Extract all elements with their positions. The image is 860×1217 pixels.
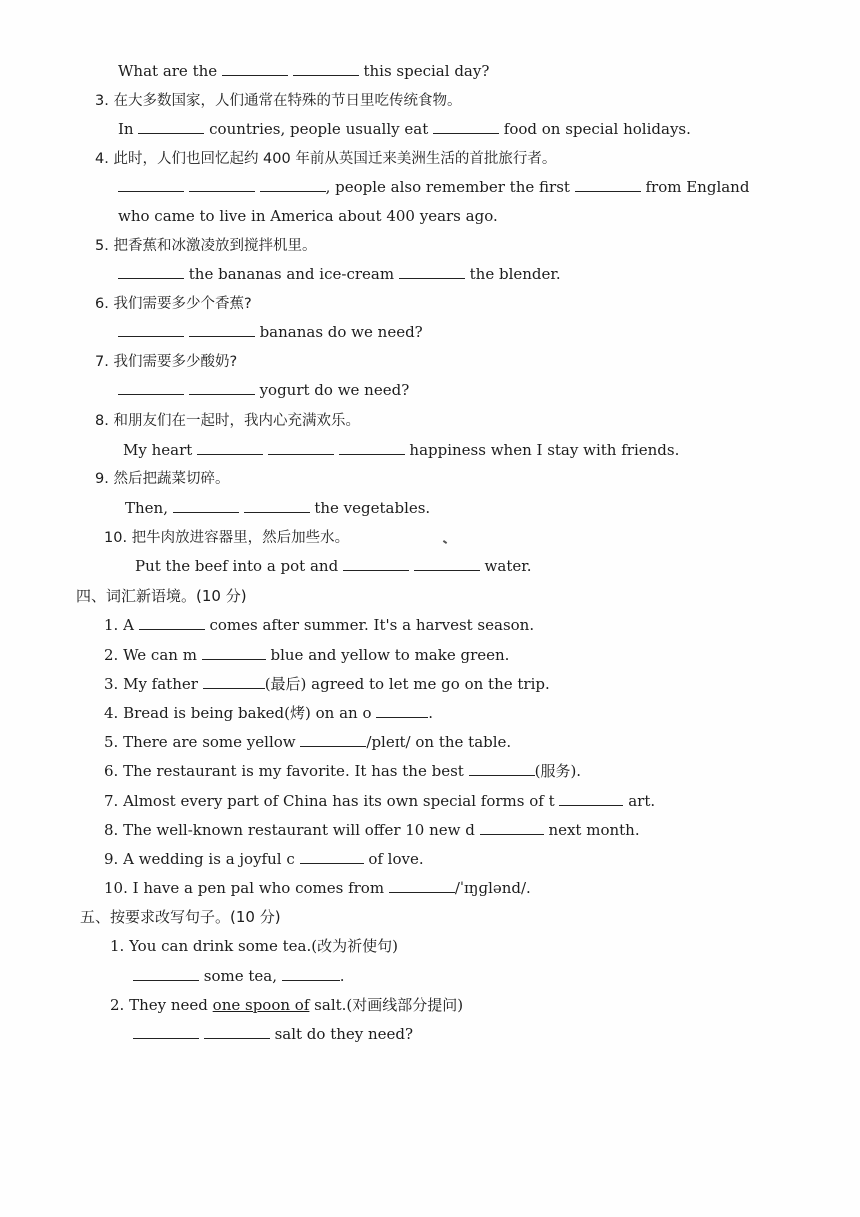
section5-heading: 五、按要求改写句子。(10 分) (80, 908, 281, 926)
blank[interactable] (300, 732, 366, 747)
blank[interactable] (133, 1024, 199, 1039)
s4-text-b: comes after summer. It's a harvest season. (209, 616, 535, 634)
q5-text-b: the blender. (469, 265, 561, 283)
blank[interactable] (414, 556, 480, 571)
s4-text-b: of love. (368, 850, 424, 868)
s5-q2-text-c: salt do they need? (274, 1025, 414, 1043)
q9-chinese: 9. 然后把蔬菜切碎。 (95, 471, 230, 487)
blank[interactable] (376, 703, 428, 718)
s4-text-b: next month. (548, 821, 640, 839)
q9-english (125, 498, 430, 518)
blank[interactable] (575, 177, 641, 192)
blank[interactable] (260, 177, 326, 192)
blank[interactable] (222, 61, 288, 76)
q9-text-a: Then, (125, 499, 168, 517)
q4-english-2: who came to live in America about 400 years ago. (118, 207, 498, 225)
s5-q2-text-a: 2. They need (110, 996, 208, 1014)
s4-item-8 (104, 820, 640, 840)
blank[interactable] (118, 322, 184, 337)
s5-q1: 1. You can drink some tea.(改为祈使句) (110, 937, 398, 955)
q4-text-b: from England (645, 178, 750, 196)
blank[interactable] (244, 498, 310, 513)
s4-text-a: 10. I have a pen pal who comes from (104, 879, 385, 897)
s4-text-b: blue and yellow to make green. (270, 646, 510, 664)
s4-text-a: 5. There are some yellow (104, 733, 296, 751)
q4-english-1 (118, 177, 749, 197)
blank[interactable] (339, 440, 405, 455)
q8-text-b: happiness when I stay with friends. (409, 441, 680, 459)
s4-text-b: (服务). (534, 762, 582, 780)
s4-item-6 (104, 761, 581, 781)
s4-text-a: 9. A wedding is a joyful c (104, 850, 295, 868)
q8-text-a: My heart (123, 441, 193, 459)
s4-text-b: /pleɪt/ on the table. (366, 733, 512, 751)
blank[interactable] (559, 791, 623, 806)
blank[interactable] (204, 1024, 270, 1039)
q10-chinese: 10. 把牛肉放进容器里，然后加些水。 (104, 530, 350, 546)
blank[interactable] (197, 440, 263, 455)
s4-text-a: 1. A (104, 616, 134, 634)
blank[interactable] (133, 966, 199, 981)
s4-item-3 (104, 674, 550, 694)
s4-item-9 (104, 849, 424, 869)
s4-text-a: 3. My father (104, 675, 198, 693)
q10-text-b: water. (484, 557, 532, 575)
s5-q2-answer (133, 1024, 413, 1044)
s5-q2-text-b: salt.(对画线部分提问) (314, 996, 464, 1014)
q3-text-a: In (118, 120, 134, 138)
blank[interactable] (469, 761, 535, 776)
q3-english (118, 119, 691, 139)
q5-english (118, 264, 561, 284)
s4-text-a: 8. The well-known restaurant will offer 10 new d (104, 821, 475, 839)
blank[interactable] (189, 177, 255, 192)
s4-text-a: 7. Almost every part of China has its own special forms of t (104, 792, 555, 810)
q6-text: bananas do we need? (259, 323, 423, 341)
q2-text-a: What are the (118, 62, 218, 80)
q8-chinese: 8. 和朋友们在一起时，我内心充满欢乐。 (95, 413, 360, 429)
q3-text-c: food on special holidays. (503, 120, 691, 138)
blank[interactable] (343, 556, 409, 571)
q8-english (123, 440, 679, 460)
blank[interactable] (189, 322, 255, 337)
blank[interactable] (118, 177, 184, 192)
s4-item-1 (104, 615, 534, 635)
s4-text-b: /ˈɪŋɡlənd/. (454, 879, 531, 897)
blank[interactable] (300, 849, 364, 864)
s5-q2 (110, 995, 463, 1015)
q6-chinese: 6. 我们需要多少个香蕉? (95, 296, 252, 312)
s5-q1-text-a: some tea, (203, 967, 277, 985)
s4-item-2 (104, 645, 509, 665)
q10-english (135, 556, 532, 576)
s4-item-4 (104, 703, 433, 723)
q3-chinese: 3. 在大多数国家，人们通常在特殊的节日里吃传统食物。 (95, 93, 462, 109)
blank[interactable] (433, 119, 499, 134)
blank[interactable] (282, 966, 340, 981)
s4-item-10 (104, 878, 531, 898)
q2-text-b: this special day? (363, 62, 490, 80)
s4-text-b: art. (628, 792, 656, 810)
s5-q1-text-b: . (339, 967, 345, 985)
blank[interactable] (399, 264, 465, 279)
q5-text-a: the bananas and ice-cream (188, 265, 395, 283)
q3-text-b: countries, people usually eat (209, 120, 429, 138)
q5-chinese: 5. 把香蕉和冰激凌放到搅拌机里。 (95, 238, 317, 254)
blank[interactable] (173, 498, 239, 513)
q7-chinese: 7. 我们需要多少酸奶? (95, 354, 238, 370)
s5-q2-underlined: one spoon of (212, 996, 310, 1014)
s4-text-b: (最后) agreed to let me go on the trip. (264, 675, 550, 693)
s5-q1-answer (133, 966, 345, 986)
s4-text-a: 2. We can m (104, 646, 197, 664)
q10-text-a: Put the beef into a pot and (135, 557, 339, 575)
blank[interactable] (389, 878, 455, 893)
q6-english (118, 322, 423, 342)
q7-english (118, 380, 409, 400)
blank[interactable] (139, 615, 205, 630)
section4-heading: 四、词汇新语境。(10 分) (76, 587, 247, 605)
scan-speck (443, 540, 447, 544)
blank[interactable] (118, 264, 184, 279)
s4-item-7 (104, 791, 655, 811)
blank[interactable] (138, 119, 204, 134)
s4-item-5 (104, 732, 511, 752)
q4-chinese: 4. 此时，人们也回忆起约 400 年前从英国迁来美洲生活的首批旅行者。 (95, 151, 557, 167)
q2-answer-line (118, 61, 489, 81)
blank[interactable] (480, 820, 544, 835)
blank[interactable] (203, 674, 265, 689)
s4-text-a: 4. Bread is being baked(烤) on an o (104, 704, 372, 722)
blank[interactable] (293, 61, 359, 76)
blank[interactable] (268, 440, 334, 455)
s4-text-a: 6. The restaurant is my favorite. It has the best (104, 762, 464, 780)
blank[interactable] (202, 645, 266, 660)
q4-text-a: , people also remember the first (325, 178, 570, 196)
s4-text-b: . (428, 704, 434, 722)
q9-text-b: the vegetables. (314, 499, 431, 517)
q7-text: yogurt do we need? (259, 381, 410, 399)
blank[interactable] (118, 380, 184, 395)
blank[interactable] (189, 380, 255, 395)
